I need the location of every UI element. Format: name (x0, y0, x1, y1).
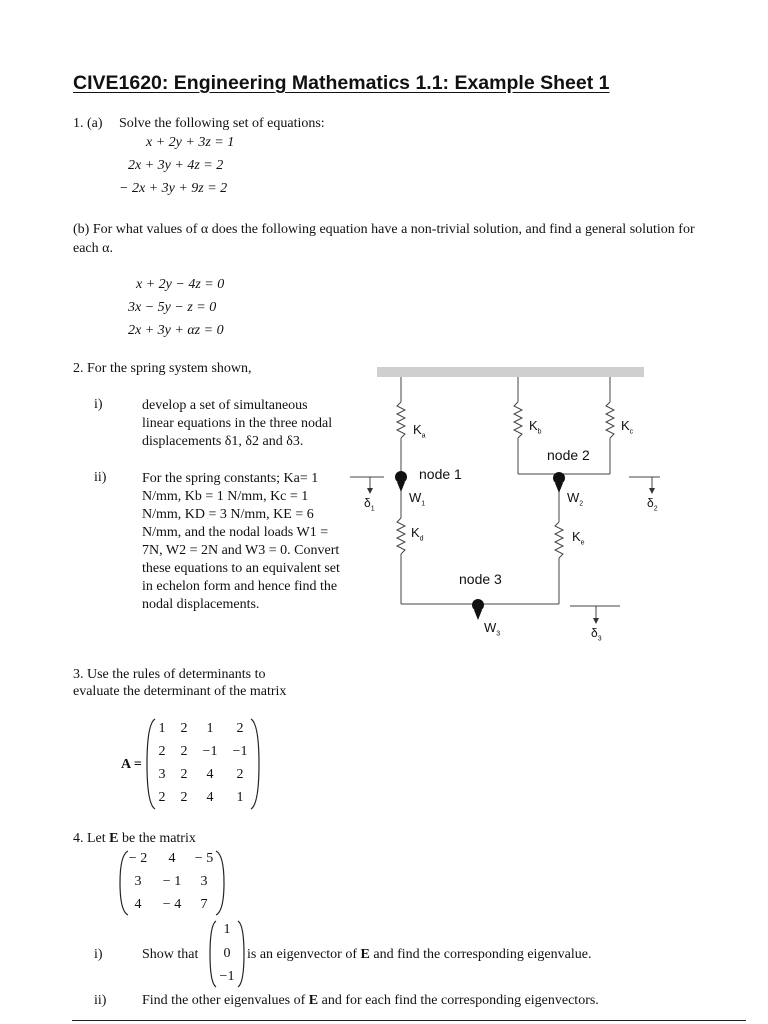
matrix-a-cell: 2 (158, 790, 166, 805)
label-ka: $K_a$ (413, 422, 426, 440)
eigenvector-column (209, 920, 245, 988)
matrix-a-cell: 1 (158, 721, 166, 736)
q1b-text: (b) For what values of α does the following equation have a non-trivial solution, and find a general solution for each α. (73, 222, 695, 256)
node-3-mass (472, 599, 484, 611)
matrix-a-cell: 1 (206, 721, 214, 736)
q4-intro: 4. Let E be the matrix (73, 831, 196, 846)
q2-i-text: develop a set of simultaneous linear equations in the three nodal displacements δ1, δ2 and δ3. (142, 398, 333, 449)
q3-line-1: 3. Use the rules of determinants to (73, 667, 266, 682)
label-ke: $K_e$ (572, 529, 585, 547)
vector-cell: 1 (223, 922, 231, 937)
q1a-equation-3: − 2x + 3y + 9z = 2 (119, 181, 228, 196)
page-title: CIVE1620: Engineering Mathematics 1.1: Example Sheet 1 (73, 72, 610, 94)
q1a-text: Solve the following set of equations: (119, 116, 325, 131)
ceiling-support (377, 367, 644, 377)
matrix-e-cell: 3 (200, 874, 208, 889)
spring-ke (555, 522, 563, 558)
label-w1: $W_1$ (409, 490, 426, 508)
matrix-e-cell: − 1 (162, 874, 182, 889)
label-w2: $W_2$ (567, 490, 584, 508)
q1a-equation-2: 2x + 3y + 4z = 2 (128, 158, 224, 173)
matrix-e-cell: 4 (134, 897, 142, 912)
label-w3: $W_3$ (484, 620, 501, 638)
spring-system-diagram (350, 362, 660, 652)
q4-i-label: i) (94, 947, 103, 962)
matrix-e-cell: − 5 (194, 851, 214, 866)
matrix-a-cell: 2 (236, 767, 244, 782)
matrix-a-label: A = (121, 757, 142, 772)
matrix-a-cell: 2 (180, 767, 188, 782)
matrix-a-cell: 2 (236, 721, 244, 736)
q4-i-text: is an eigenvector of E and find the corresponding eigenvalue. (247, 947, 592, 962)
label-node-1: node 1 (419, 466, 462, 482)
matrix-a-cell: 1 (236, 790, 244, 805)
matrix-e-cell: − 2 (128, 851, 148, 866)
matrix-a-cell: 4 (206, 790, 214, 805)
q2-ii-text: For the spring constants; Ka= 1 N/mm, Kb = 1 N/mm, Kc = 1 N/mm, KD = 3 N/mm, KE = 6 N/mm, and the nodal loads W1 = 7N, W2 = 2N and W3 = 0. Convert these equations to an equivalent set in echelon form and hence find the nodal displacements. (142, 471, 340, 612)
matrix-a-cell: 2 (180, 721, 188, 736)
q4-ii-text: Find the other eigenvalues of E and for each find the corresponding eigenvectors. (142, 993, 599, 1008)
matrix-a-cell: −1 (232, 744, 248, 759)
matrix-e-cell: 3 (134, 874, 142, 889)
matrix-e-cell: 7 (200, 897, 208, 912)
matrix-a-cell: 2 (180, 744, 188, 759)
q2-i-label: i) (94, 397, 103, 412)
matrix-a-cell: 2 (158, 744, 166, 759)
spring-kb (514, 402, 522, 438)
label-kc: $K_c$ (621, 418, 634, 436)
spring-kd (397, 518, 405, 554)
spring-kc (606, 402, 614, 438)
q1b-equation-3: 2x + 3y + αz = 0 (128, 323, 224, 338)
q2-intro: 2. For the spring system shown, (73, 361, 252, 376)
matrix-e-cell: − 4 (162, 897, 182, 912)
q2-ii-label: ii) (94, 470, 107, 485)
matrix-e (119, 850, 225, 916)
vector-cell: 0 (223, 946, 231, 961)
q1b-equation-2: 3x − 5y − z = 0 (128, 300, 217, 315)
spring-ka (397, 402, 405, 438)
matrix-a-cell: 2 (180, 790, 188, 805)
label-node-3: node 3 (459, 571, 502, 587)
label-delta-3: $\delta_3$ (591, 626, 602, 643)
label-delta-1: $\delta_1$ (364, 496, 375, 513)
matrix-a-cell: 4 (206, 767, 214, 782)
q1a-label: 1. (a) (73, 116, 103, 131)
q1a-equation-1: x + 2y + 3z = 1 (146, 135, 235, 150)
matrix-a-cell: 3 (158, 767, 166, 782)
label-kd: $K_d$ (411, 525, 424, 543)
q4-ii-label: ii) (94, 993, 107, 1008)
bottom-divider (72, 1020, 746, 1021)
node-2-mass (553, 472, 565, 484)
node-1-mass (395, 471, 407, 483)
q4-i-show-that: Show that (142, 947, 199, 962)
q3-line-2: evaluate the determinant of the matrix (73, 684, 287, 699)
label-delta-2: $\delta_2$ (647, 496, 658, 513)
label-node-2: node 2 (547, 447, 590, 463)
matrix-a (146, 718, 260, 810)
vector-cell: −1 (219, 969, 235, 984)
matrix-a-cell: −1 (202, 744, 218, 759)
matrix-e-cell: 4 (168, 851, 176, 866)
label-kb: $K_b$ (529, 418, 542, 436)
q1b-equation-1: x + 2y − 4z = 0 (136, 277, 225, 292)
